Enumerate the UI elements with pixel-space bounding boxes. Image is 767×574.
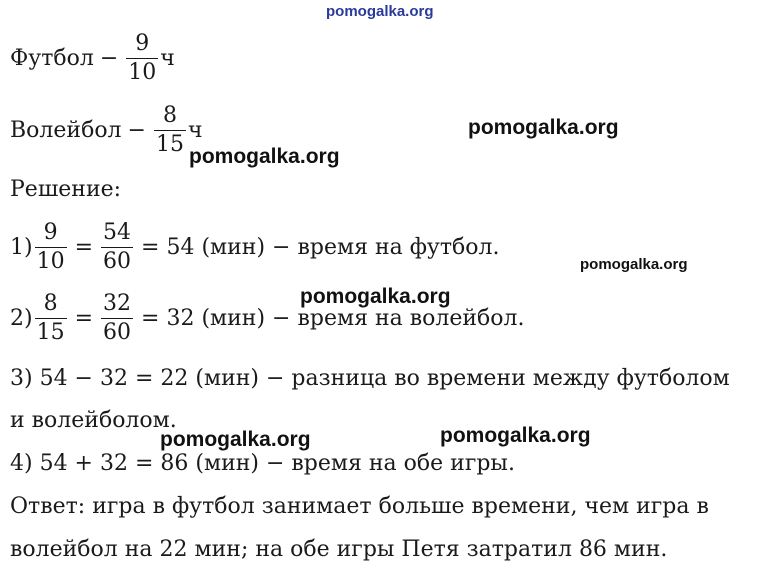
numerator: 54 [103, 220, 132, 245]
volleyball-label: Волейбол [10, 118, 122, 143]
football-line [10, 33, 175, 84]
unit: ч [160, 46, 175, 71]
watermark: pomogalka.org [300, 285, 451, 308]
numerator: 9 [43, 220, 58, 245]
fraction [35, 222, 67, 273]
numerator: 8 [43, 291, 58, 316]
football-label: Футбол [10, 46, 94, 71]
step-2 [10, 293, 524, 344]
dash: − [127, 118, 146, 143]
watermark: pomogalka.org [160, 428, 311, 451]
unit: ч [187, 118, 203, 143]
volleyball-line [10, 105, 203, 156]
answer-line-1: Ответ: игра в футбол занимает больше времени, чем игра в [10, 494, 709, 519]
denominator: 15 [36, 320, 65, 345]
equals: = [74, 306, 94, 331]
denominator: 60 [103, 320, 132, 345]
step-number: 1) [10, 235, 33, 260]
solution-heading: Решение: [10, 177, 122, 202]
step-text: = 32 (мин) − время на волейбол. [141, 306, 525, 331]
step-3-line-1: 3) 54 − 32 = 22 (мин) − разница во времени между футболом [10, 366, 730, 391]
watermark-top: pomogalka.org [326, 3, 434, 20]
fraction [101, 293, 133, 344]
football-fraction [126, 33, 158, 84]
dash: − [99, 46, 119, 71]
step-number: 2) [10, 306, 33, 331]
step-4: 4) 54 + 32 = 86 (мин) − время на обе игры. [10, 451, 515, 476]
denominator: 10 [36, 249, 65, 274]
numerator: 9 [135, 31, 150, 56]
equals: = [74, 235, 94, 260]
step-3-line-2: и волейболом. [10, 408, 177, 433]
fraction [101, 222, 133, 273]
watermark: pomogalka.org [189, 145, 340, 168]
step-text: = 54 (мин) − время на футбол. [141, 235, 500, 260]
watermark: pomogalka.org [580, 256, 688, 273]
numerator: 8 [162, 103, 177, 128]
denominator: 15 [155, 132, 184, 157]
watermark: pomogalka.org [440, 424, 591, 447]
denominator: 60 [103, 249, 132, 274]
fraction [35, 293, 67, 344]
watermark: pomogalka.org [468, 116, 619, 139]
volleyball-fraction [154, 105, 186, 156]
denominator: 10 [128, 60, 157, 85]
step-1 [10, 222, 500, 273]
answer-line-2: волейбол на 22 мин; на обе игры Петя затратил 86 мин. [10, 537, 668, 562]
numerator: 32 [103, 291, 132, 316]
